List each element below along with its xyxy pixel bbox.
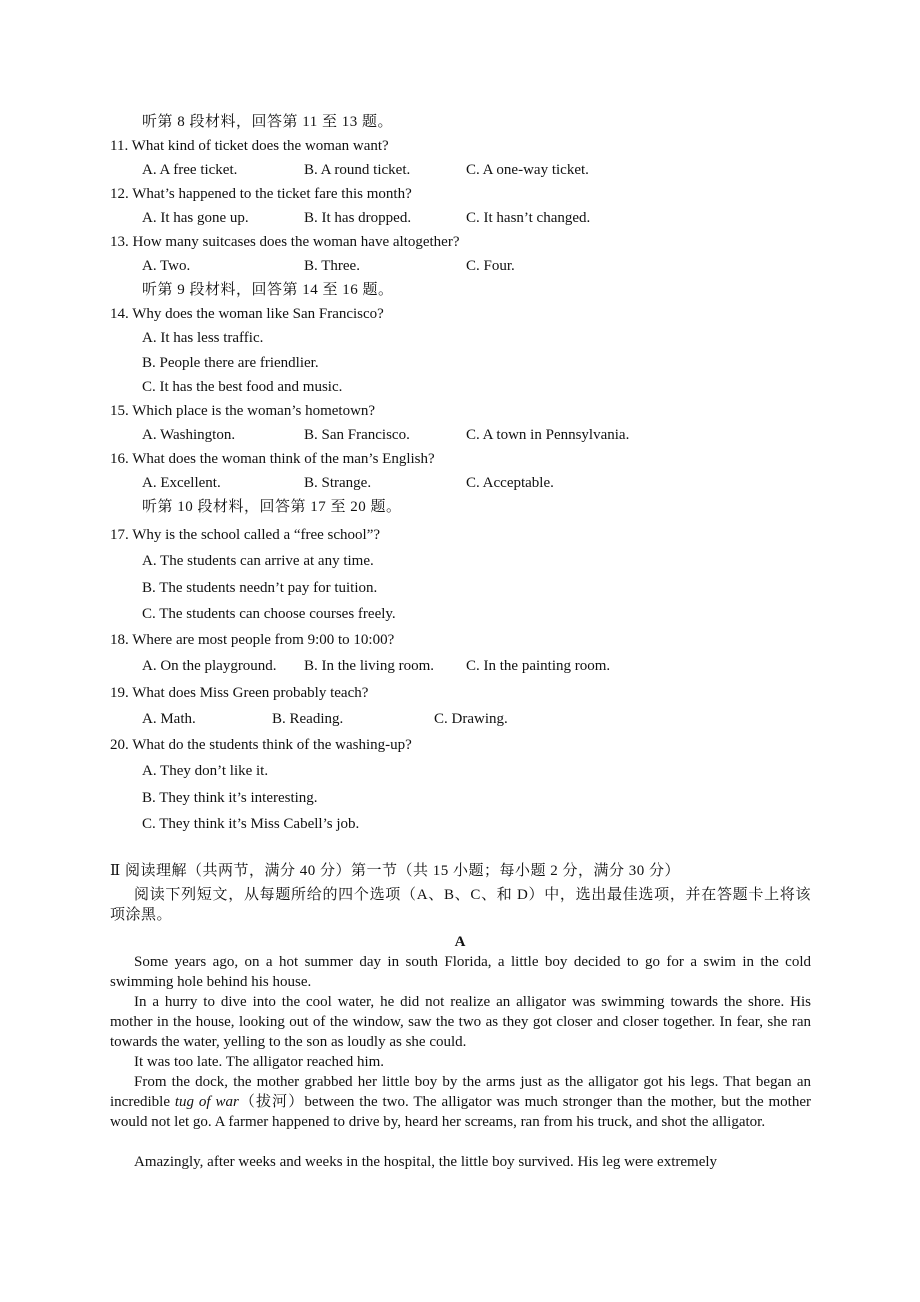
q19-option-b: B. Reading.: [272, 711, 344, 727]
passage-paragraph-2: In a hurry to dive into the cool water, he did not realize an alligator was swimming towards the shore. His mother in the house, looking out of the window, saw the two as they got closer and closer together. In fear, she ran towards the water, yelling to the son as loudly as she could.: [110, 994, 811, 1050]
passage-paragraph-3: It was too late. The alligator reached him.: [134, 1054, 385, 1070]
question-18: 18. Where are most people from 9:00 to 10:00?: [110, 632, 395, 648]
q16-option-c: C. Acceptable.: [466, 475, 554, 491]
q18-option-a: A. On the playground.: [142, 658, 277, 674]
q15-option-b: B. San Francisco.: [304, 427, 410, 443]
p4-text-before: From the dock, the mother grabbed her little boy by the arms just as the alligator got his legs. That began an incredible: [110, 1074, 811, 1110]
section-8-instruction: 听第 8 段材料，回答第 11 至 13 题。: [142, 114, 393, 130]
q15-option-c: C. A town in Pennsylvania.: [466, 427, 630, 443]
question-14: 14. Why does the woman like San Francisco?: [110, 306, 384, 322]
q19-option-a: A. Math.: [142, 711, 196, 727]
q20-option-a: A. They don’t like it.: [142, 763, 269, 779]
question-12: 12. What’s happened to the ticket fare this month?: [110, 186, 412, 202]
q16-option-a: A. Excellent.: [142, 475, 221, 491]
section-10-instruction: 听第 10 段材料，回答第 17 至 20 题。: [142, 499, 402, 515]
q13-option-b: B. Three.: [304, 258, 360, 274]
q11-option-a: A. A free ticket.: [142, 162, 238, 178]
passage-paragraph-1: Some years ago, on a hot summer day in south Florida, a little boy decided to go for a swim in the cold swimming hole behind his house.: [110, 954, 811, 990]
part-2-instruction: 阅读下列短文，从每题所给的四个选项（A、B、C、和 D）中，选出最佳选项，并在答题卡上将该项涂黑。: [110, 887, 811, 923]
question-11: 11. What kind of ticket does the woman want?: [110, 138, 389, 154]
question-16: 16. What does the woman think of the man’s English?: [110, 451, 435, 467]
q13-option-a: A. Two.: [142, 258, 191, 274]
section-9-instruction: 听第 9 段材料，回答第 14 至 16 题。: [142, 282, 394, 298]
q20-option-c: C. They think it’s Miss Cabell’s job.: [142, 816, 360, 832]
q14-option-b: B. People there are friendlier.: [142, 355, 319, 371]
q12-option-b: B. It has dropped.: [304, 210, 412, 226]
q17-option-c: C. The students can choose courses freely.: [142, 606, 396, 622]
question-15: 15. Which place is the woman’s hometown?: [110, 403, 376, 419]
q20-option-b: B. They think it’s interesting.: [142, 790, 318, 806]
q13-option-c: C. Four.: [466, 258, 515, 274]
question-17: 17. Why is the school called a “free school”?: [110, 527, 381, 543]
q18-option-c: C. In the painting room.: [466, 658, 611, 674]
question-13: 13. How many suitcases does the woman have altogether?: [110, 234, 460, 250]
part-2-heading: Ⅱ 阅读理解（共两节，满分 40 分）第一节（共 15 小题；每小题 2 分，满分 30 分）: [110, 863, 680, 879]
question-20: 20. What do the students think of the washing-up?: [110, 737, 412, 753]
q14-option-a: A. It has less traffic.: [142, 330, 264, 346]
q11-option-c: C. A one-way ticket.: [466, 162, 589, 178]
q12-option-a: A. It has gone up.: [142, 210, 249, 226]
q14-option-c: C. It has the best food and music.: [142, 379, 343, 395]
q16-option-b: B. Strange.: [304, 475, 372, 491]
q12-option-c: C. It hasn’t changed.: [466, 210, 591, 226]
passage-paragraph-5: Amazingly, after weeks and weeks in the hospital, the little boy survived. His leg were extremely: [134, 1154, 718, 1170]
q17-option-b: B. The students needn’t pay for tuition.: [142, 580, 378, 596]
p4-italic-term: tug of war: [174, 1094, 239, 1110]
p4-text-after: （拔河）between the two. The alligator was much stronger than the mother, but the mother would not let go. A farmer happened to drive by, heard her screams, ran from his truck, and shot the alligator.: [110, 1094, 811, 1130]
passage-paragraph-4: [110, 1072, 811, 1132]
q11-option-b: B. A round ticket.: [304, 162, 411, 178]
q18-option-b: B. In the living room.: [304, 658, 434, 674]
question-19: 19. What does Miss Green probably teach?: [110, 685, 369, 701]
q17-option-a: A. The students can arrive at any time.: [142, 553, 374, 569]
passage-title: A: [454, 934, 466, 950]
q19-option-c: C. Drawing.: [434, 711, 508, 727]
q15-option-a: A. Washington.: [142, 427, 236, 443]
